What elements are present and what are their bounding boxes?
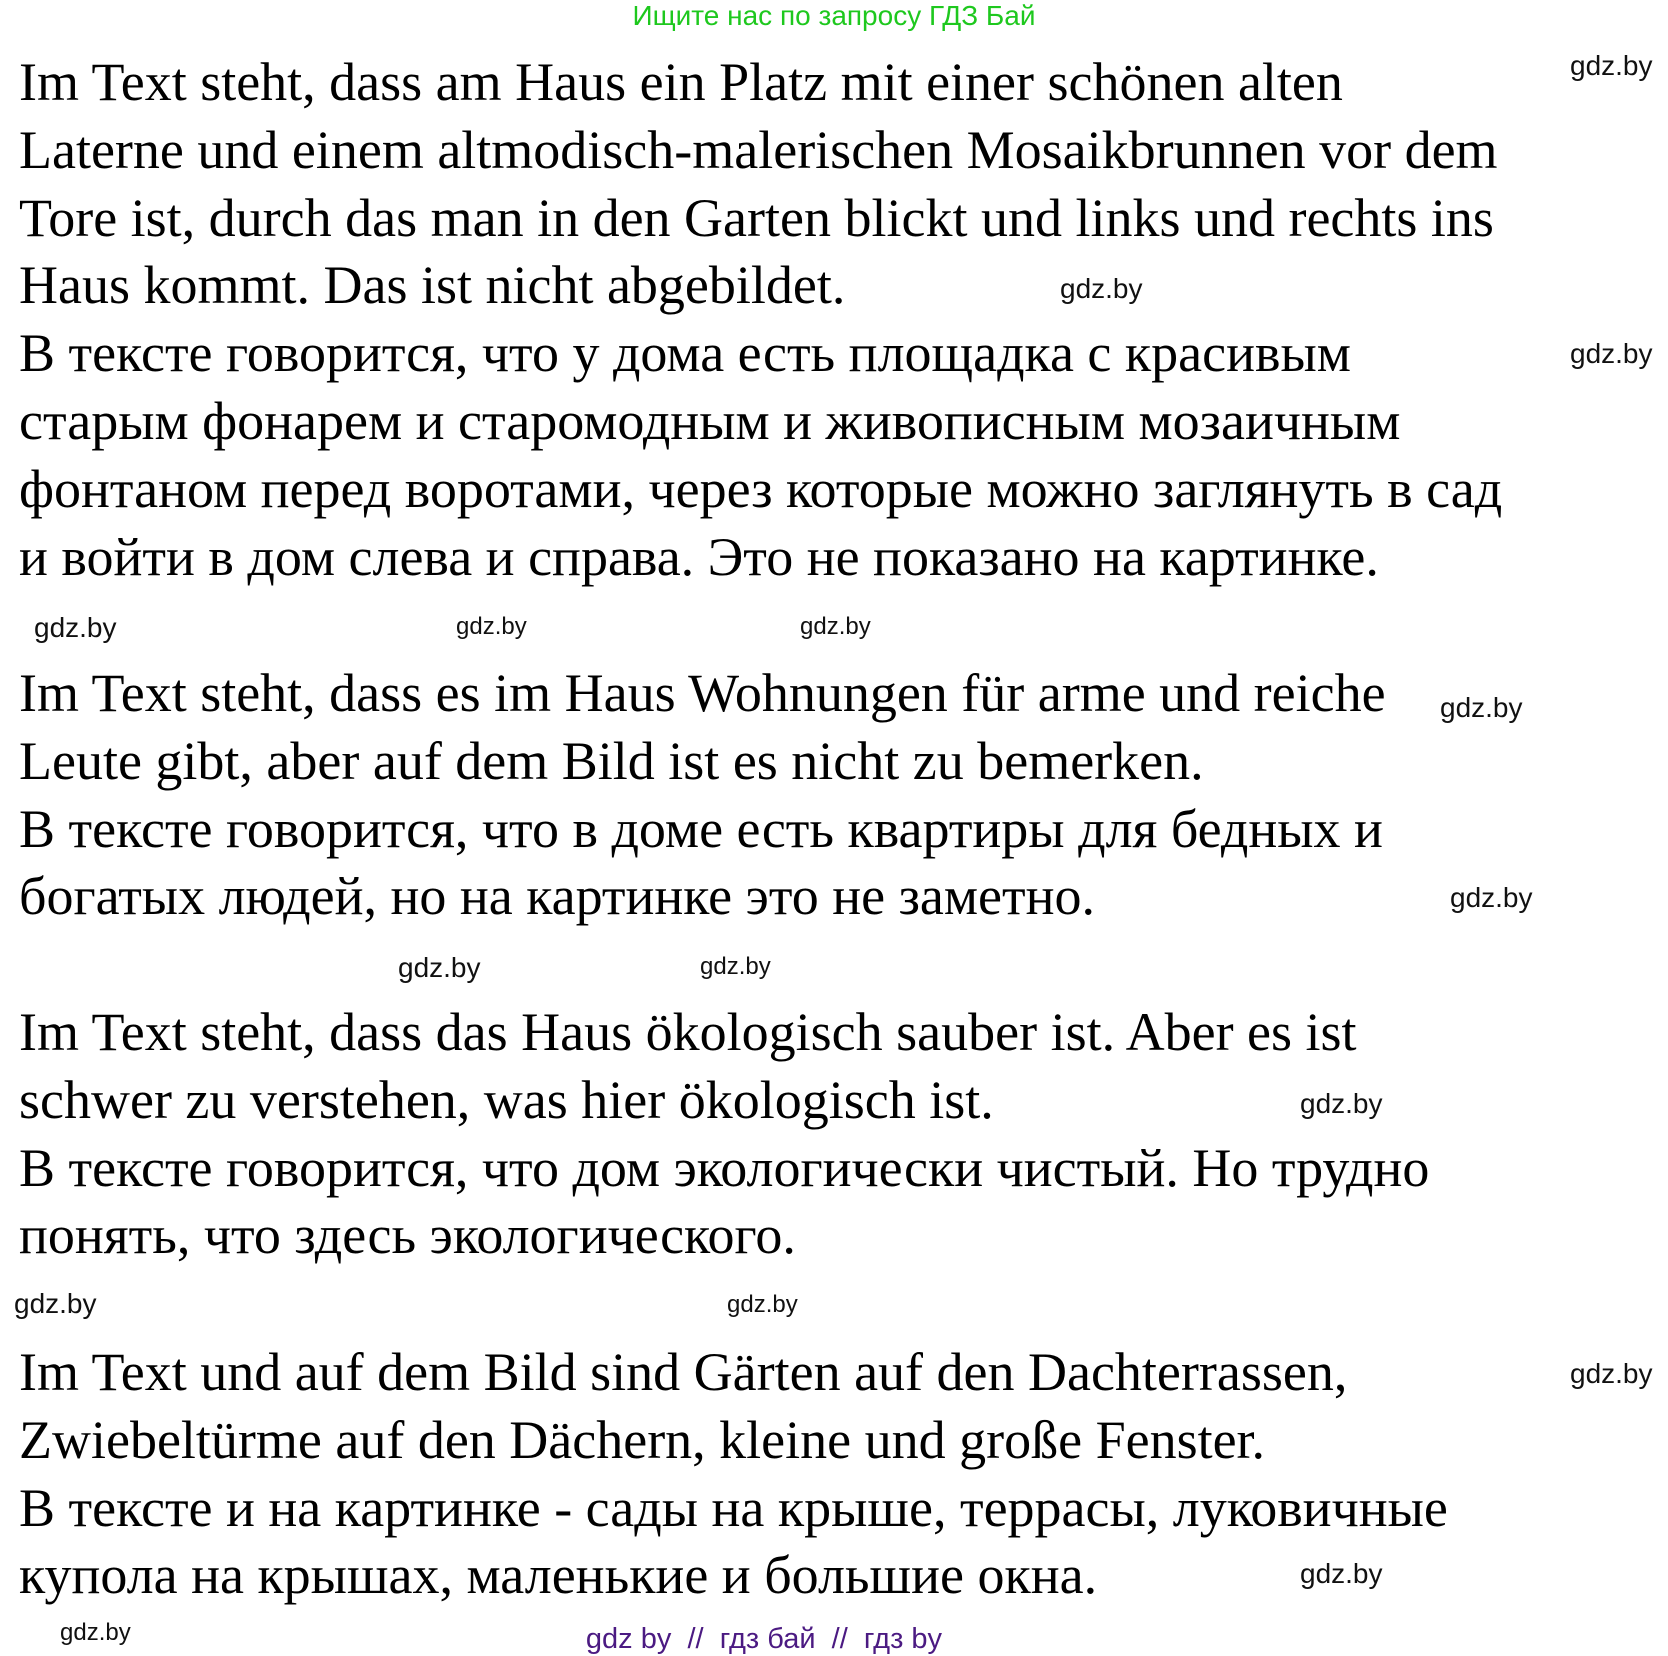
text-line: понять, что здесь экологического. <box>19 1205 796 1266</box>
text-line: Im Text steht, dass es im Haus Wohnungen für arme und reiche <box>19 663 1386 723</box>
watermark: gdz.by <box>1570 338 1653 369</box>
watermark: gdz.by <box>1300 1088 1383 1119</box>
answer-paragraph-3 <box>19 999 1429 1270</box>
text-line: Haus kommt. Das ist nicht abgebildet. <box>19 255 846 316</box>
text-line: и войти в дом слева и справа. Это не показано на картинке. <box>19 526 1379 587</box>
answer-paragraph-1 <box>19 49 1502 591</box>
watermark: gdz.by <box>1450 882 1533 913</box>
watermark: gdz.by <box>1440 692 1523 723</box>
text-line: Tore ist, durch das man in den Garten blickt und links und rechts ins <box>19 187 1494 248</box>
text-line: Im Text und auf dem Bild sind Gärten auf den Dachterrassen, <box>19 1342 1348 1402</box>
watermark: gdz.by <box>456 613 527 640</box>
watermark: gdz.by <box>14 1288 97 1319</box>
watermark: gdz.by <box>700 953 771 980</box>
text-line: Leute gibt, aber auf dem Bild ist es nicht zu bemerken. <box>19 730 1204 791</box>
search-hint-header: Ищите нас по запросу ГДЗ Бай <box>632 0 1036 31</box>
text-line: В тексте говорится, что у дома есть площадка с красивым <box>19 323 1351 384</box>
text-line: старым фонарем и старомодным и живописным мозаичным <box>19 390 1401 451</box>
text-line: Im Text steht, dass das Haus ökologisch sauber ist. Aber es ist <box>19 1002 1357 1062</box>
text-line: богатых людей, но на картинке это не заметно. <box>19 866 1096 927</box>
text-line: купола на крышах, маленькие и большие окна. <box>19 1545 1098 1606</box>
watermark: gdz.by <box>1300 1558 1383 1589</box>
text-line: Zwiebeltürme auf den Dächern, kleine und große Fenster. <box>19 1409 1266 1470</box>
watermark: gdz.by <box>727 1291 798 1318</box>
text-line: В тексте говорится, что в доме есть квартиры для бедных и <box>19 798 1383 859</box>
text-line: В тексте и на картинке - сады на крыше, террасы, луковичные <box>19 1477 1448 1538</box>
text-line: В тексте говорится, что дом экологически чистый. Но трудно <box>19 1137 1430 1198</box>
text-line: schwer zu verstehen, was hier ökologisch ist. <box>19 1069 994 1130</box>
watermark: gdz.by <box>1570 1358 1653 1389</box>
watermark: gdz.by <box>1060 273 1143 304</box>
watermark: gdz.by <box>1570 50 1653 81</box>
site-footer: gdz by // гдз бай // гдз by <box>585 1623 943 1655</box>
watermark: gdz.by <box>34 612 117 643</box>
watermark: gdz.by <box>60 1619 131 1646</box>
text-line: фонтаном перед воротами, через которые можно заглянуть в сад <box>19 458 1503 519</box>
text-line: Im Text steht, dass am Haus ein Platz mit einer schönen alten <box>19 52 1343 112</box>
answer-paragraph-4 <box>19 1339 1448 1610</box>
answer-paragraph-2 <box>19 660 1386 931</box>
text-line: Laterne und einem altmodisch-malerischen Mosaikbrunnen vor dem <box>19 119 1498 180</box>
watermark: gdz.by <box>398 952 481 983</box>
watermark: gdz.by <box>800 613 871 640</box>
